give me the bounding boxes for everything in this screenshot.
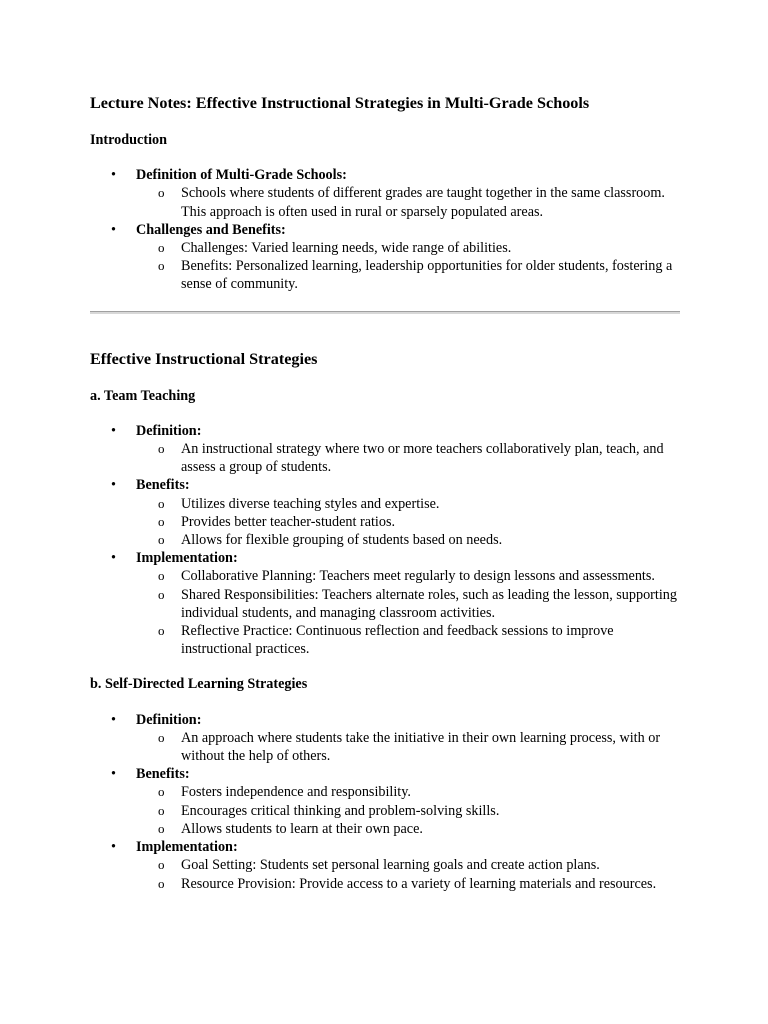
self-directed-heading: b. Self-Directed Learning Strategies [90,676,308,693]
list-item [90,765,680,838]
document-page [90,92,680,910]
sub-item: o Allows students to learn at their own pace. [136,820,680,838]
list-item [90,221,680,294]
sub-list [136,729,680,765]
self-directed-list [90,711,680,893]
item-label: Definition: [136,711,202,728]
sub-item: o Utilizes diverse teaching styles and expertise. [136,495,680,513]
sub-item: o Schools where students of different grades are taught together in the same classroom. This approach is often used in rural or sparsely populated areas. [136,184,680,220]
sub-list [136,239,680,294]
team-teaching-list [90,422,680,659]
intro-heading: Introduction [90,132,167,148]
sub-list [136,783,680,838]
strategies-heading: Effective Instructional Strategies [90,349,318,368]
sub-list [136,495,680,550]
item-label: Benefits: [136,766,190,783]
sub-item: o Reflective Practice: Continuous reflection and feedback sessions to improve instructional practices. [136,622,680,658]
sub-item: o Challenges: Varied learning needs, wide range of abilities. [136,239,680,257]
item-label: Definition: [136,422,202,439]
list-item [90,166,680,221]
sub-item: o Fosters independence and responsibility. [136,783,680,801]
list-item [90,422,680,477]
list-item [90,549,680,658]
sub-item: o An instructional strategy where two or more teachers collaboratively plan, teach, and assess a group of students. [136,440,680,476]
team-teaching-heading: a. Team Teaching [90,387,196,404]
sub-item: o Goal Setting: Students set personal learning goals and create action plans. [136,856,680,874]
sub-list [136,856,680,892]
item-label: Implementation: [136,839,238,856]
sub-list [136,440,680,476]
item-label: Benefits: [136,477,190,494]
item-label: Challenges and Benefits: [136,221,286,238]
item-label: Implementation: [136,550,238,567]
sub-item: o Shared Responsibilities: Teachers alternate roles, such as leading the lesson, supporting individual students, and managing classroom activities. [136,586,680,622]
intro-list [90,166,680,293]
section-divider [90,311,680,314]
list-item [90,838,680,893]
sub-item: o An approach where students take the initiative in their own learning process, with or without the help of others. [136,729,680,765]
list-item [90,476,680,549]
sub-list [136,567,680,658]
sub-item: o Encourages critical thinking and problem-solving skills. [136,802,680,820]
item-label: Definition of Multi-Grade Schools: [136,167,347,184]
sub-item: o Provides better teacher-student ratios. [136,513,680,531]
document-title: Lecture Notes: Effective Instructional Strategies in Multi-Grade Schools [90,94,590,112]
sub-item: o Allows for flexible grouping of students based on needs. [136,531,680,549]
sub-item: o Resource Provision: Provide access to a variety of learning materials and resources. [136,875,680,893]
sub-item: o Collaborative Planning: Teachers meet regularly to design lessons and assessments. [136,567,680,585]
sub-list [136,184,680,220]
sub-item: o Benefits: Personalized learning, leadership opportunities for older students, fostering a sense of community. [136,257,680,293]
list-item [90,711,680,766]
